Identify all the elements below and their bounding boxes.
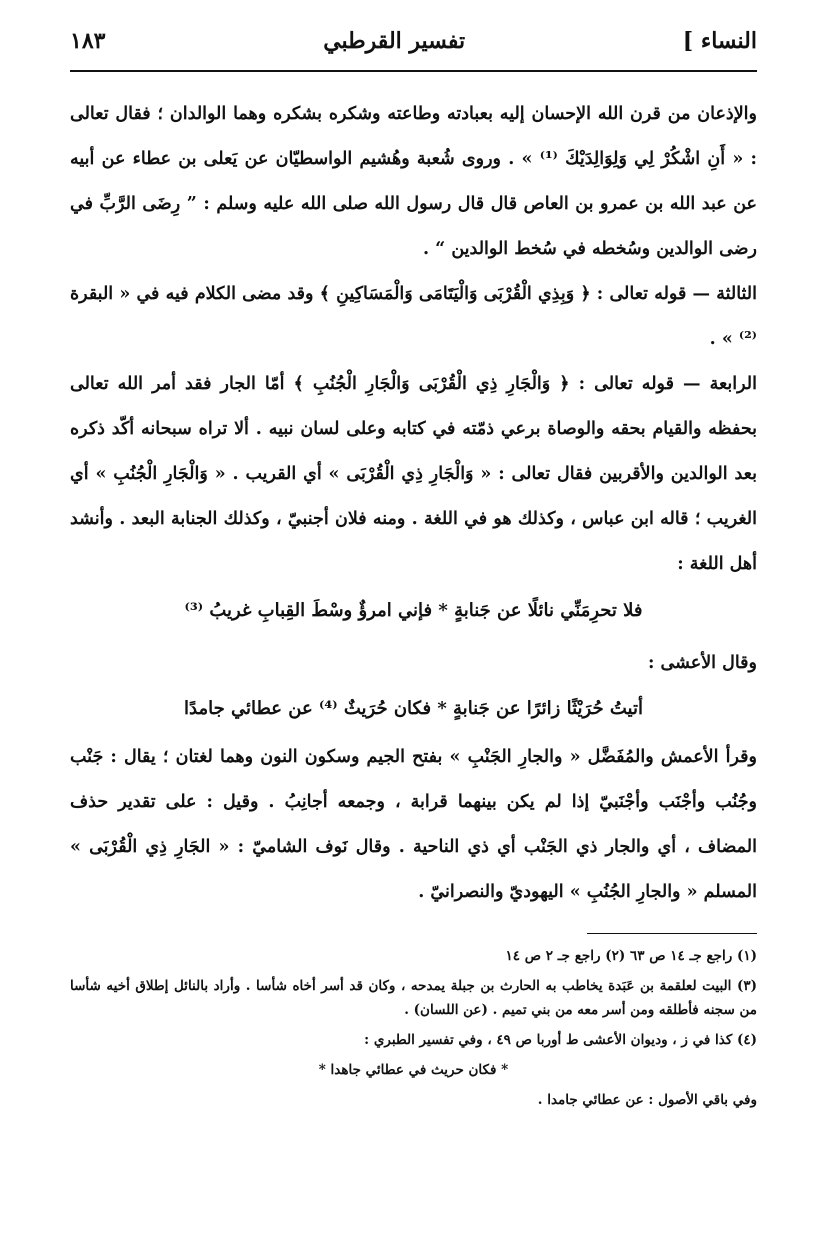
footnotes [70,944,757,1112]
footnote-4-tail: وفي باقي الأصول : عن عطائي جامدا . [537,1092,757,1108]
paragraph-5: وقرأ الأعمش والمُفَضَّل « والجارِ الجَنْبِ » بفتح الجيم وسكون النون وهما لغتان ؛ يقال : جَنْب وجُنُب وأجْنَب وأجْنَبيّ إذا لم يكن بينهما قرابة ، وجمعه أجانِبُ . وقيل : على تقدير حذف المضاف ، أي والجار ذي الجَنْب أي ذي الناحية . وقال نَوف الشاميّ : « الجَارِ ذِي الْقُرْبَى » المسلم « والجارِ الجُنُبِ » اليهوديّ والنصرانيّ . [70,747,757,902]
poem-verse-1: فلا تحرِمَنِّي نائلًا عن جَنابةٍ * فإني امرؤٌ وسْطَ القِبابِ غريبُ ⁽³⁾ [184,600,643,621]
footnote-3: (٣) البيت لعلقمة بن عَبَدة يخاطب به الحارث بن جبلة يمدحه ، وكان قد أسر أخاه شأسا . وأراد بالنائل إطلاق أخيه شأسا من سجنه فأطلقه ومن أسر معه من بني تميم . (عن اللسان) . [70,978,757,1018]
page-header [70,28,757,68]
page-number: ١٨٣ [70,28,106,54]
paragraph-4-label: وقال الأعشى : [648,653,757,673]
surah-name: النساء ] [682,28,757,54]
footnote-4: (٤) كذا في ز ، وديوان الأعشى ط أوربا ص ٤٩ ، وفي تفسير الطبري : [364,1032,757,1048]
header-rule [70,70,757,72]
paragraph-1: والإذعان من قرن الله الإحسان إليه بعبادته وطاعته وشكره بشكره وهما الوالدان ؛ فقال تعالى : « أَنِ اشْكُرْ لِي وَلِوَالِدَيْكَ ⁽¹⁾ » . وروى شُعبة وهُشيم الواسطيّان عن يَعلى بن عطاء عن أبيه عن عبد الله بن عمرو بن العاص قال قال رسول الله صلى الله عليه وسلم : ” رِضَى الرَّبِّ في رضى الوالدين وسُخطه في سُخط الوالدين “ . [70,104,757,259]
footnote-rule [587,933,757,934]
footnote-1-2: (١) راجع جـ ١٤ ص ٦٣ (٢) راجع جـ ٢ ص ١٤ [505,948,757,964]
footnote-4-verse: * فكان حريث في عطائي جاهدا * [318,1062,509,1078]
paragraph-3: الرابعة — قوله تعالى : ﴿ وَالْجَارِ ذِي الْقُرْبَى وَالْجَارِ الْجُنُبِ ﴾ أمّا الجار فقد أمر الله تعالى بحفظه والقيام بحقه والوصاة برعي ذمّته في كتابه وعلى لسان نبيه . ألا تراه سبحانه أكّد ذكره بعد الوالدين والأقربين فقال تعالى : « وَالْجَارِ ذِي الْقُرْبَى » أي القريب . « وَالْجَارِ الْجُنُبِ » أي الغريب ؛ قاله ابن عباس ، وكذلك هو في اللغة . ومنه فلان أجنبيّ ، وكذلك الجنابة البعد . وأنشد أهل اللغة : [70,374,757,574]
paragraph-2: الثالثة — قوله تعالى : ﴿ وَبِذِي الْقُرْبَى وَالْيَتَامَى وَالْمَسَاكِينِ ﴾ وقد مضى الكلام فيه في « البقرة ⁽²⁾ » . [70,284,757,349]
poem-verse-2: أتيتُ حُرَيْثًا زائرًا عن جَنابةٍ * فكان حُرَيثٌ ⁽⁴⁾ عن عطائي جامدًا [184,698,643,719]
book-title: تفسير القرطبي [323,28,466,54]
